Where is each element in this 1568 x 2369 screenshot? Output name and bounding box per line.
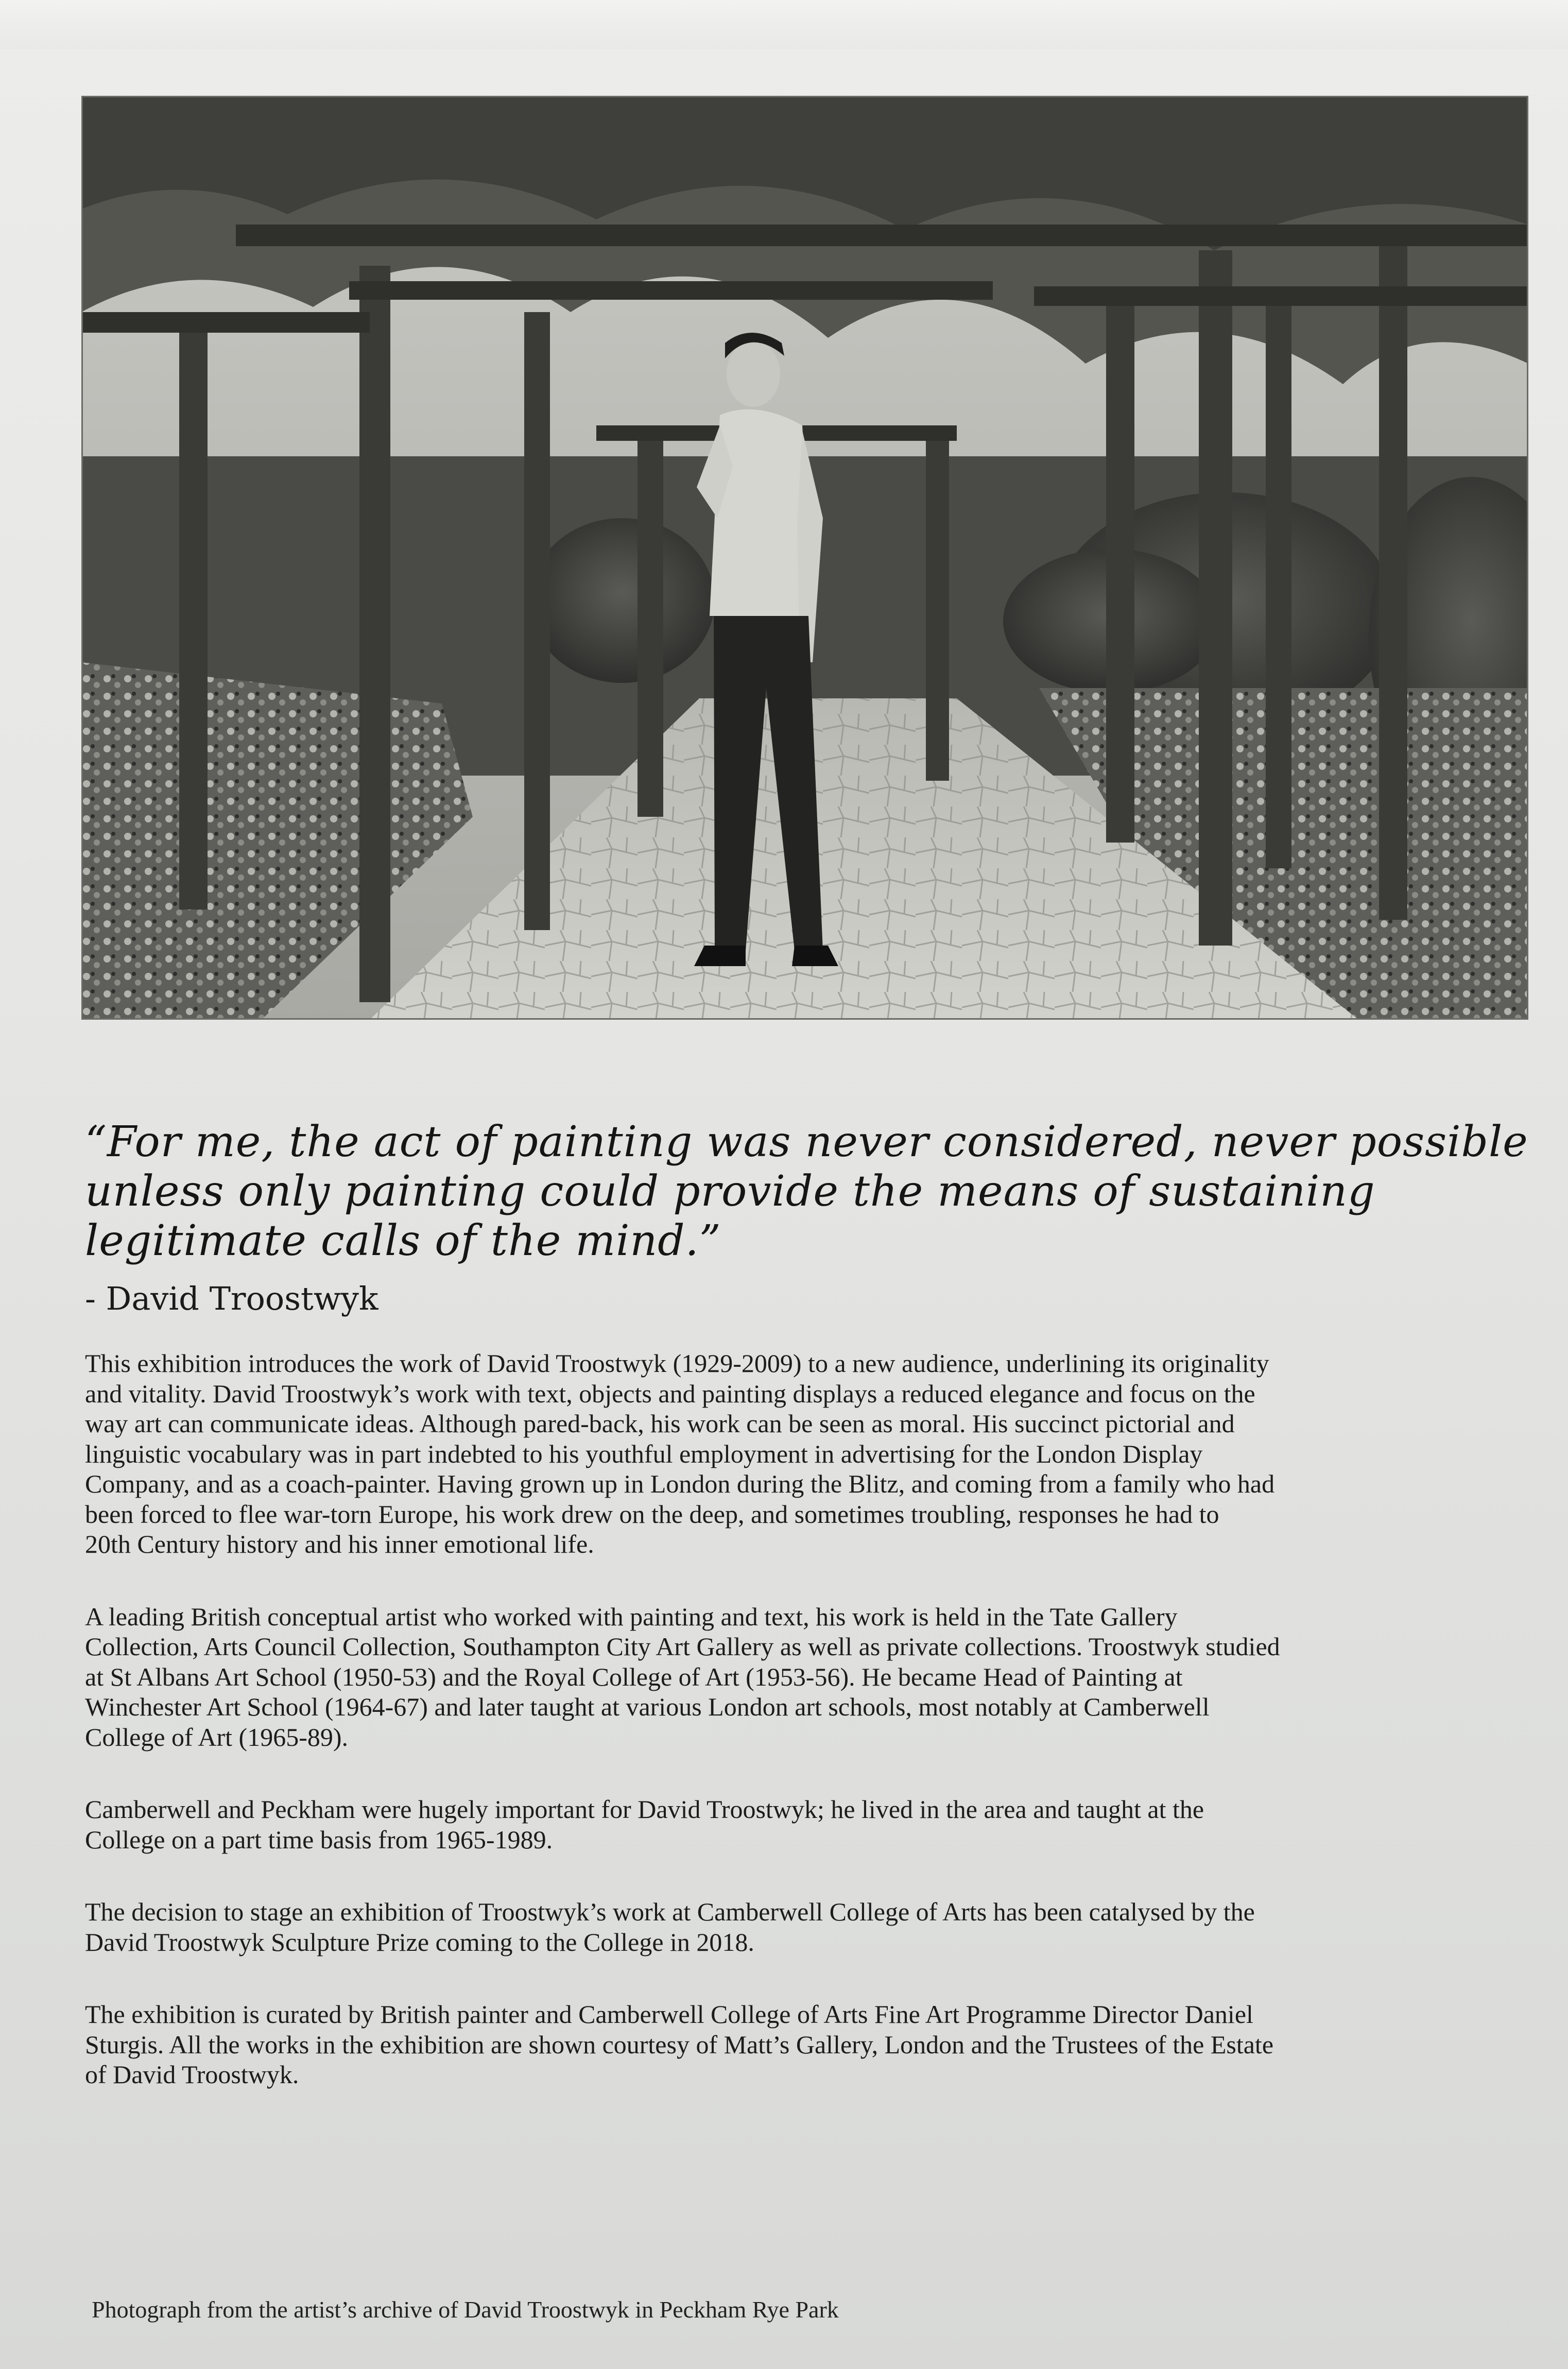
text-line: A leading British conceptual artist who worked with painting and text, his work is held in the Tate Gallery bbox=[85, 1602, 1178, 1631]
text-line: at St Albans Art School (1950-53) and the Royal College of Art (1953-56). He became Head of Painting at bbox=[85, 1662, 1183, 1691]
text-line: Sturgis. All the works in the exhibition are shown courtesy of Matt’s Gallery, London and the Trustees of the Estate bbox=[85, 2030, 1274, 2059]
text-line: College on a part time basis from 1965-1989. bbox=[85, 1825, 553, 1854]
text-line: and vitality. David Troostwyk’s work with text, objects and painting displays a reduced elegance and focus on the bbox=[85, 1379, 1255, 1408]
text-line: way art can communicate ideas. Although pared-back, his work can be seen as moral. His succinct pictorial and bbox=[85, 1409, 1235, 1438]
text-line: David Troostwyk Sculpture Prize coming to the College in 2018. bbox=[85, 1927, 754, 1956]
quote-line: legitimate calls of the mind.” bbox=[85, 1216, 721, 1265]
paragraph-decision bbox=[85, 1897, 1542, 1957]
wall-top-edge bbox=[0, 0, 1568, 49]
paragraph-biography bbox=[85, 1602, 1542, 1753]
text-line: linguistic vocabulary was in part indebted to his youthful employment in advertising for the London Display bbox=[85, 1439, 1203, 1468]
paragraph-introduction bbox=[85, 1348, 1542, 1559]
text-line: This exhibition introduces the work of David Troostwyk (1929-2009) to a new audience, underlining its originality bbox=[85, 1349, 1269, 1378]
quote-attribution: - David Troostwyk bbox=[85, 1280, 378, 1317]
text-line: Camberwell and Peckham were hugely important for David Troostwyk; he lived in the area and taught at the bbox=[85, 1795, 1204, 1824]
text-line: Winchester Art School (1964-67) and later taught at various London art schools, most notably at Camberwell bbox=[85, 1692, 1210, 1721]
photo-caption: Photograph from the artist’s archive of David Troostwyk in Peckham Rye Park bbox=[92, 2296, 839, 2323]
text-line: been forced to flee war-torn Europe, his work drew on the deep, and sometimes troubling, responses he had to bbox=[85, 1499, 1219, 1529]
text-line: The decision to stage an exhibition of Troostwyk’s work at Camberwell College of Arts has been catalysed by the bbox=[85, 1897, 1255, 1926]
photograph-of-man-standing-under-pergola bbox=[81, 96, 1528, 1020]
text-line: of David Troostwyk. bbox=[85, 2060, 299, 2089]
paragraph-curation bbox=[85, 1999, 1542, 2090]
text-line: 20th Century history and his inner emotional life. bbox=[85, 1530, 594, 1558]
exhibition-text bbox=[85, 1348, 1542, 2132]
text-line: College of Art (1965-89). bbox=[85, 1722, 349, 1752]
archive-photograph bbox=[81, 96, 1528, 1020]
artist-quote bbox=[85, 1118, 1528, 1266]
paragraph-camberwell bbox=[85, 1794, 1542, 1855]
text-line: The exhibition is curated by British painter and Camberwell College of Arts Fine Art Programme Director Daniel bbox=[85, 2000, 1253, 2029]
text-line: Company, and as a coach-painter. Having grown up in London during the Blitz, and coming from a family who had bbox=[85, 1469, 1275, 1498]
quote-line: unless only painting could provide the means of sustaining bbox=[85, 1167, 1375, 1216]
quote-line: “For me, the act of painting was never considered, never possible bbox=[85, 1118, 1528, 1166]
text-line: Collection, Arts Council Collection, Southampton City Art Gallery as well as private collections. Troostwyk studied bbox=[85, 1632, 1280, 1661]
